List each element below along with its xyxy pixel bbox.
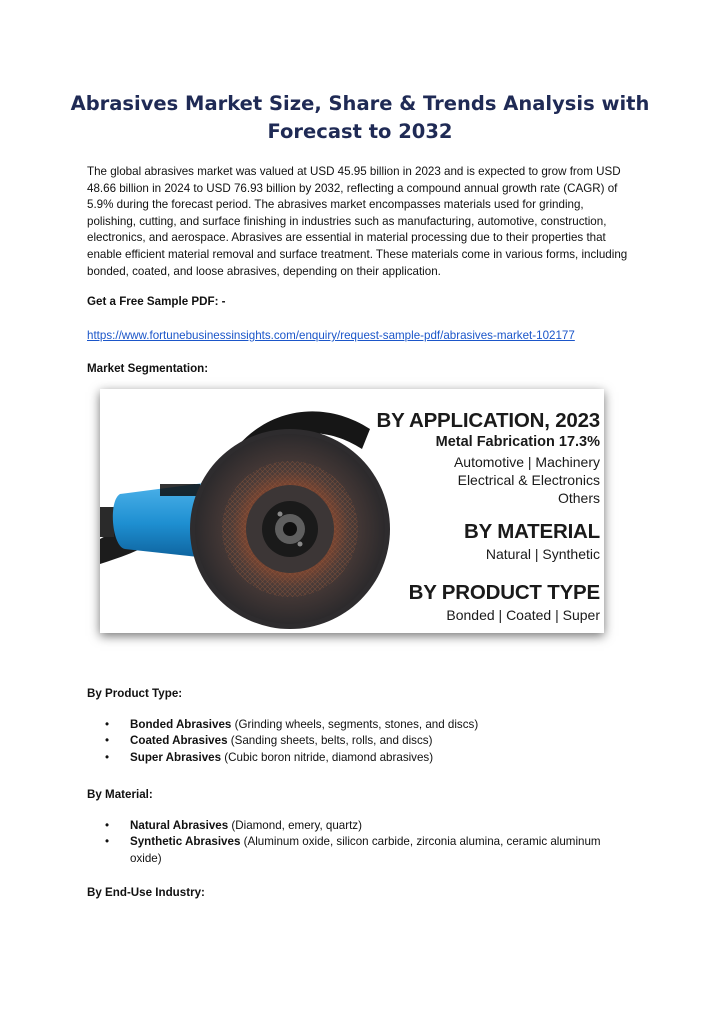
list-item-desc: (Grinding wheels, segments, stones, and discs) — [231, 718, 479, 731]
list-item-name: Coated Abrasives — [130, 734, 228, 748]
product-type-heading: By Product Type: — [87, 687, 183, 700]
list-item — [105, 834, 635, 867]
banner-material-heading: BY MATERIAL — [464, 520, 600, 543]
list-item-desc: (Aluminum oxide, silicon carbide, zirconia alumina, ceramic aluminum oxide) — [130, 835, 601, 865]
sample-pdf-link[interactable]: https://www.fortunebusinessinsights.com/enquiry/request-sample-pdf/abrasives-market-102177 — [87, 329, 575, 342]
list-item — [105, 733, 635, 749]
list-item-name: Natural Abrasives — [130, 819, 229, 832]
list-item-name: Bonded Abrasives — [130, 718, 232, 731]
list-item — [105, 750, 635, 766]
material-list — [105, 818, 635, 867]
list-item-name: Synthetic Abrasives — [130, 835, 241, 849]
banner-application-top: Metal Fabrication 17.3% — [435, 434, 600, 450]
list-item — [105, 818, 635, 834]
intro-paragraph: The global abrasives market was valued at USD 45.95 billion in 2023 and is expected to grow from USD 48.66 billion in 2024 to USD 76.93 billion by 2032, reflecting a compound annual growth rate (CAGR) of 5.9% during the forecast period. The abrasives market encompasses materials used for grinding, polishing, cutting, and surface finishing in industries such as manufacturing, automotive, construction, electronics, and aerospace. Abrasives are essential in material processing due to their properties that enable efficient material removal and surface treatment. These materials come in various forms, including bonded, coated, and loose abrasives, depending on their application. — [87, 165, 628, 278]
list-item — [105, 717, 635, 733]
list-item-desc: (Cubic boron nitride, diamond abrasives) — [221, 750, 434, 764]
banner-application-line: Others — [557, 490, 600, 506]
page-title: Abrasives Market Size, Share & Trends Analysis with Forecast to 2032 — [70, 92, 650, 143]
segmentation-banner-image — [100, 389, 604, 633]
sample-pdf-label: Get a Free Sample PDF: - — [87, 295, 226, 308]
product-type-list — [105, 717, 635, 766]
list-item-name: Super Abrasives — [130, 750, 222, 764]
banner-product-heading: BY PRODUCT TYPE — [408, 581, 600, 604]
banner-material-items: Natural | Synthetic — [485, 546, 600, 562]
segmentation-heading: Market Segmentation: — [87, 362, 209, 375]
end-use-heading: By End-Use Industry: — [87, 886, 205, 899]
list-item-desc: (Diamond, emery, quartz) — [228, 819, 362, 832]
banner-product-items: Bonded | Coated | Super — [446, 607, 600, 623]
material-heading: By Material: — [87, 788, 153, 801]
list-item-desc: (Sanding sheets, belts, rolls, and discs) — [227, 734, 433, 748]
banner-application-line: Electrical & Electronics — [457, 472, 600, 488]
banner-application-heading: BY APPLICATION, 2023 — [376, 409, 600, 432]
banner-application-line: Automotive | Machinery — [453, 454, 600, 470]
